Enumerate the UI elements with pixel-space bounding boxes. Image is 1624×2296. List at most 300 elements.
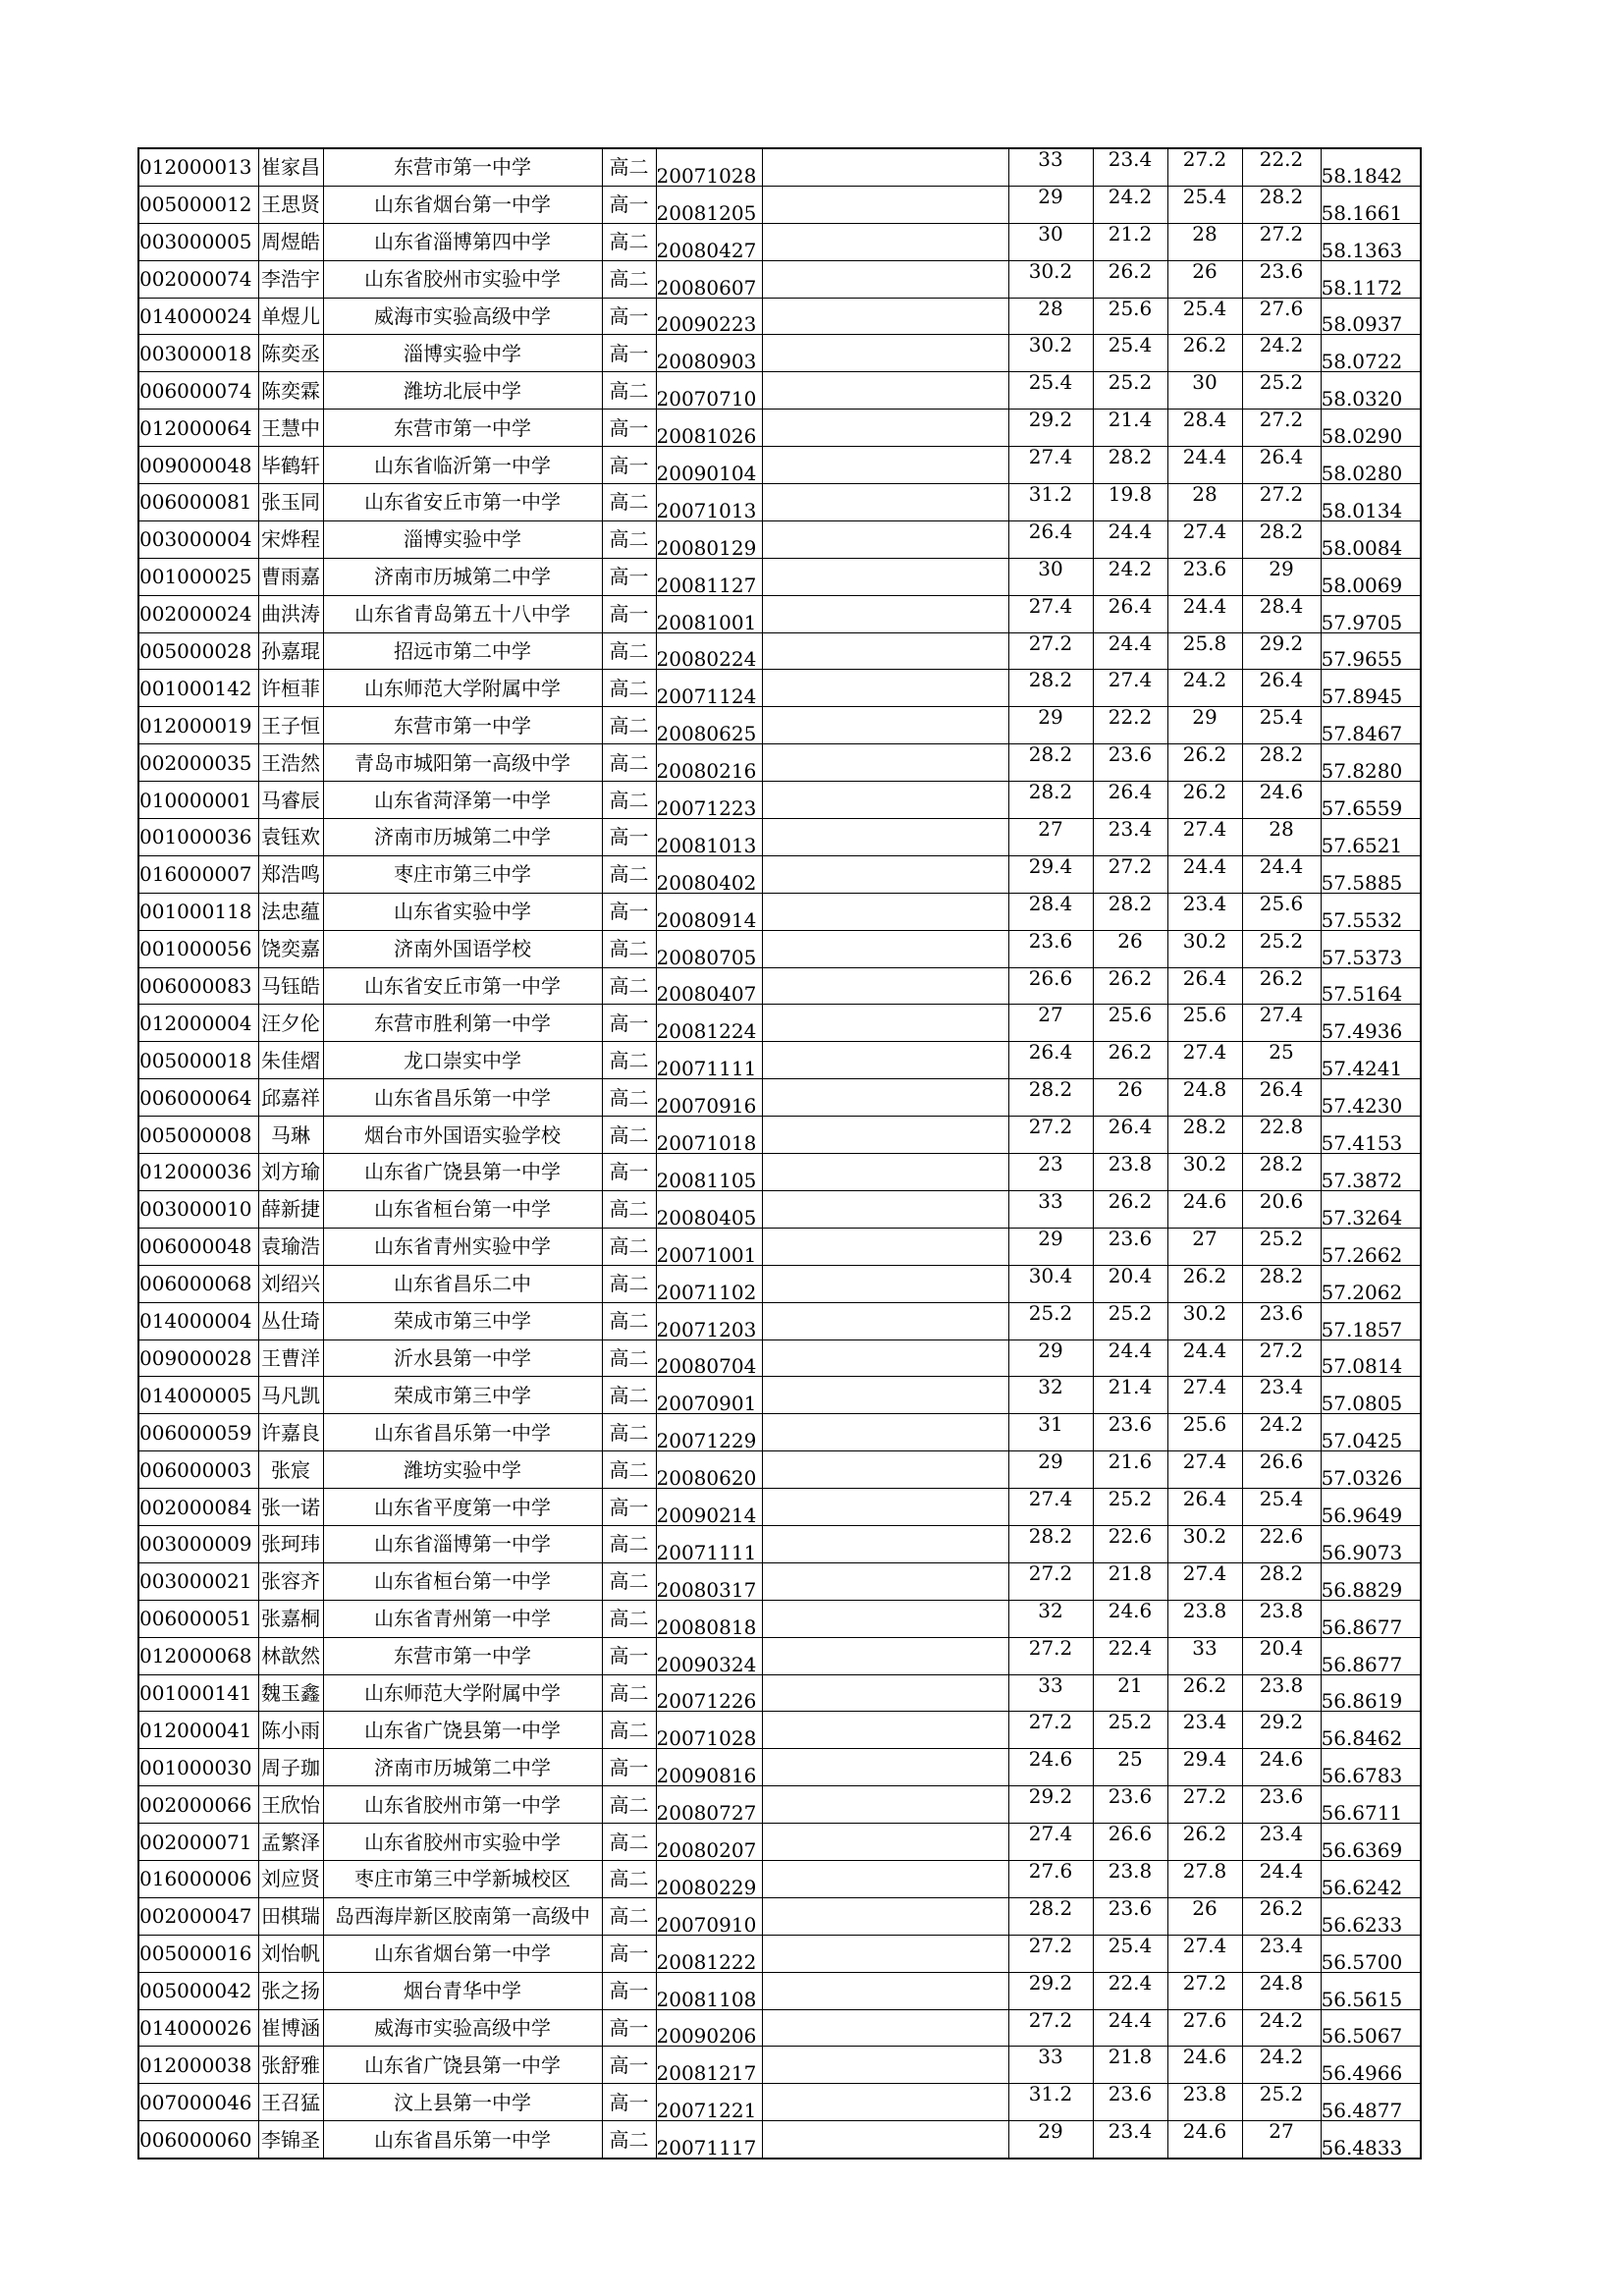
school-cell: 荣成市第三中学: [323, 1377, 602, 1414]
student-name-cell: 张嘉桐: [258, 1600, 323, 1637]
grade-cell: 高二: [602, 1860, 656, 1897]
score-2-cell: 24.4: [1093, 520, 1167, 558]
blank-cell: [762, 782, 1008, 819]
student-name-cell: 崔博涵: [258, 2009, 323, 2047]
school-cell: 山东省昌乐第一中学: [323, 1414, 602, 1451]
score-1-cell: 26.4: [1008, 520, 1093, 558]
score-1-cell: 28.2: [1008, 1897, 1093, 1935]
birth-date-cell: 20070901: [656, 1377, 762, 1414]
blank-cell: [762, 148, 1008, 186]
grade-cell: 高二: [602, 1674, 656, 1712]
score-3-cell: 23.8: [1167, 2084, 1242, 2121]
birth-date-cell: 20071117: [656, 2121, 762, 2159]
score-2-cell: 23.8: [1093, 1154, 1167, 1191]
score-4-cell: 22.2: [1242, 148, 1321, 186]
score-3-cell: 27.4: [1167, 1935, 1242, 1972]
school-cell: 威海市实验高级中学: [323, 2009, 602, 2047]
total-score-cell: 57.0805: [1321, 1377, 1421, 1414]
score-3-cell: 30.2: [1167, 1154, 1242, 1191]
grade-cell: 高一: [602, 298, 656, 335]
student-name-cell: 陈奕霖: [258, 372, 323, 410]
student-name-cell: 马睿辰: [258, 782, 323, 819]
score-1-cell: 27.4: [1008, 447, 1093, 484]
score-2-cell: 26.6: [1093, 1824, 1167, 1861]
score-3-cell: 30.2: [1167, 930, 1242, 967]
grade-cell: 高二: [602, 632, 656, 670]
table-row: [138, 335, 1421, 372]
table-row: [138, 1451, 1421, 1489]
blank-cell: [762, 1377, 1008, 1414]
score-4-cell: 27.2: [1242, 1339, 1321, 1377]
grade-cell: 高二: [602, 1451, 656, 1489]
blank-cell: [762, 1414, 1008, 1451]
student-id-cell: 016000006: [138, 1860, 258, 1897]
blank-cell: [762, 260, 1008, 298]
student-name-cell: 郑浩鸣: [258, 855, 323, 893]
student-name-cell: 单煜儿: [258, 298, 323, 335]
score-4-cell: 28.4: [1242, 595, 1321, 632]
score-3-cell: 25.6: [1167, 1005, 1242, 1042]
score-3-cell: 27: [1167, 1228, 1242, 1265]
table-row: [138, 1414, 1421, 1451]
score-3-cell: 26.4: [1167, 1489, 1242, 1526]
score-4-cell: 29: [1242, 558, 1321, 595]
score-1-cell: 27.4: [1008, 1824, 1093, 1861]
birth-date-cell: 20071018: [656, 1117, 762, 1154]
student-id-cell: 014000004: [138, 1302, 258, 1339]
student-id-cell: 006000051: [138, 1600, 258, 1637]
table-row: [138, 1935, 1421, 1972]
score-1-cell: 29.2: [1008, 1786, 1093, 1824]
total-score-cell: 56.4833: [1321, 2121, 1421, 2159]
grade-cell: 高二: [602, 1824, 656, 1861]
grade-cell: 高二: [602, 2121, 656, 2159]
school-cell: 山东省菏泽第一中学: [323, 782, 602, 819]
score-2-cell: 26.2: [1093, 967, 1167, 1005]
birth-date-cell: 20080402: [656, 855, 762, 893]
birth-date-cell: 20071226: [656, 1674, 762, 1712]
birth-date-cell: 20080317: [656, 1562, 762, 1600]
student-name-cell: 王欣怡: [258, 1786, 323, 1824]
blank-cell: [762, 2121, 1008, 2159]
total-score-cell: 57.4230: [1321, 1079, 1421, 1117]
score-2-cell: 22.2: [1093, 707, 1167, 744]
score-1-cell: 29.4: [1008, 855, 1093, 893]
school-cell: 沂水县第一中学: [323, 1339, 602, 1377]
table-row: [138, 1525, 1421, 1562]
total-score-cell: 57.6521: [1321, 819, 1421, 856]
table-row: [138, 148, 1421, 186]
score-4-cell: 20.6: [1242, 1190, 1321, 1228]
student-id-cell: 012000064: [138, 410, 258, 447]
school-cell: 山东省广饶县第一中学: [323, 1154, 602, 1191]
total-score-cell: 57.8467: [1321, 707, 1421, 744]
student-id-cell: 005000028: [138, 632, 258, 670]
score-3-cell: 33: [1167, 1637, 1242, 1674]
score-1-cell: 29: [1008, 186, 1093, 223]
birth-date-cell: 20080727: [656, 1786, 762, 1824]
table-row: [138, 1339, 1421, 1377]
blank-cell: [762, 2009, 1008, 2047]
score-1-cell: 27: [1008, 1005, 1093, 1042]
score-4-cell: 24.4: [1242, 855, 1321, 893]
school-cell: 山东省青州实验中学: [323, 1228, 602, 1265]
table-row: [138, 1972, 1421, 2009]
student-id-cell: 006000068: [138, 1265, 258, 1302]
school-cell: 招远市第二中学: [323, 632, 602, 670]
table-row: [138, 1117, 1421, 1154]
table-row: [138, 595, 1421, 632]
score-3-cell: 28.2: [1167, 1117, 1242, 1154]
table-row: [138, 260, 1421, 298]
blank-cell: [762, 819, 1008, 856]
student-name-cell: 宋烨程: [258, 520, 323, 558]
table-row: [138, 1042, 1421, 1079]
score-2-cell: 24.2: [1093, 186, 1167, 223]
total-score-cell: 57.9655: [1321, 632, 1421, 670]
birth-date-cell: 20081224: [656, 1005, 762, 1042]
score-2-cell: 27.4: [1093, 670, 1167, 707]
birth-date-cell: 20081105: [656, 1154, 762, 1191]
score-3-cell: 27.4: [1167, 1042, 1242, 1079]
table-row: [138, 447, 1421, 484]
student-id-cell: 002000074: [138, 260, 258, 298]
score-1-cell: 28: [1008, 298, 1093, 335]
grade-cell: 高二: [602, 1786, 656, 1824]
student-id-cell: 016000007: [138, 855, 258, 893]
total-score-cell: 57.1857: [1321, 1302, 1421, 1339]
grade-cell: 高二: [602, 1339, 656, 1377]
blank-cell: [762, 223, 1008, 260]
grade-cell: 高二: [602, 855, 656, 893]
student-id-cell: 005000018: [138, 1042, 258, 1079]
student-id-cell: 003000009: [138, 1525, 258, 1562]
grade-cell: 高一: [602, 1154, 656, 1191]
score-3-cell: 24.4: [1167, 595, 1242, 632]
grade-cell: 高二: [602, 1562, 656, 1600]
score-1-cell: 27.4: [1008, 1489, 1093, 1526]
total-score-cell: 56.4966: [1321, 2047, 1421, 2084]
student-id-cell: 005000008: [138, 1117, 258, 1154]
blank-cell: [762, 1712, 1008, 1749]
score-2-cell: 22.4: [1093, 1972, 1167, 2009]
total-score-cell: 57.5164: [1321, 967, 1421, 1005]
total-score-cell: 58.0290: [1321, 410, 1421, 447]
blank-cell: [762, 1972, 1008, 2009]
grade-cell: 高二: [602, 1228, 656, 1265]
score-4-cell: 24.2: [1242, 1414, 1321, 1451]
grade-cell: 高二: [602, 260, 656, 298]
score-2-cell: 25.6: [1093, 1005, 1167, 1042]
score-3-cell: 24.6: [1167, 1190, 1242, 1228]
student-name-cell: 许嘉良: [258, 1414, 323, 1451]
student-id-cell: 002000084: [138, 1489, 258, 1526]
total-score-cell: 57.6559: [1321, 782, 1421, 819]
score-4-cell: 27.6: [1242, 298, 1321, 335]
blank-cell: [762, 1600, 1008, 1637]
total-score-cell: 58.0280: [1321, 447, 1421, 484]
score-2-cell: 25.4: [1093, 1935, 1167, 1972]
blank-cell: [762, 1228, 1008, 1265]
score-3-cell: 23.8: [1167, 1600, 1242, 1637]
score-2-cell: 23.6: [1093, 1786, 1167, 1824]
school-cell: 汶上县第一中学: [323, 2084, 602, 2121]
score-3-cell: 27.4: [1167, 520, 1242, 558]
total-score-cell: 58.1172: [1321, 260, 1421, 298]
student-id-cell: 012000004: [138, 1005, 258, 1042]
score-3-cell: 26.2: [1167, 1824, 1242, 1861]
grade-cell: 高二: [602, 520, 656, 558]
score-1-cell: 25.4: [1008, 372, 1093, 410]
score-3-cell: 28: [1167, 484, 1242, 521]
student-name-cell: 刘方瑜: [258, 1154, 323, 1191]
score-4-cell: 25: [1242, 1042, 1321, 1079]
total-score-cell: 56.6783: [1321, 1749, 1421, 1786]
score-1-cell: 30.4: [1008, 1265, 1093, 1302]
student-id-cell: 002000071: [138, 1824, 258, 1861]
student-id-cell: 006000060: [138, 2121, 258, 2159]
score-3-cell: 29: [1167, 707, 1242, 744]
total-score-cell: 56.8677: [1321, 1600, 1421, 1637]
table-row: [138, 1190, 1421, 1228]
score-1-cell: 29: [1008, 1451, 1093, 1489]
score-3-cell: 26: [1167, 260, 1242, 298]
total-score-cell: 58.1661: [1321, 186, 1421, 223]
total-score-cell: 56.8829: [1321, 1562, 1421, 1600]
table-row: [138, 1377, 1421, 1414]
grade-cell: 高二: [602, 1525, 656, 1562]
blank-cell: [762, 1265, 1008, 1302]
score-2-cell: 24.2: [1093, 558, 1167, 595]
score-4-cell: 23.4: [1242, 1935, 1321, 1972]
score-2-cell: 26.4: [1093, 782, 1167, 819]
grade-cell: 高一: [602, 1489, 656, 1526]
birth-date-cell: 20071221: [656, 2084, 762, 2121]
student-id-cell: 001000141: [138, 1674, 258, 1712]
table-row: [138, 1265, 1421, 1302]
total-score-cell: 58.0134: [1321, 484, 1421, 521]
table-row: [138, 707, 1421, 744]
grade-cell: 高二: [602, 1042, 656, 1079]
blank-cell: [762, 1042, 1008, 1079]
score-2-cell: 26.2: [1093, 1042, 1167, 1079]
student-name-cell: 王子恒: [258, 707, 323, 744]
score-3-cell: 26.4: [1167, 967, 1242, 1005]
student-id-cell: 003000021: [138, 1562, 258, 1600]
school-cell: 山东省昌乐二中: [323, 1265, 602, 1302]
score-4-cell: 22.6: [1242, 1525, 1321, 1562]
grade-cell: 高二: [602, 1190, 656, 1228]
score-4-cell: 25.4: [1242, 1489, 1321, 1526]
table-row: [138, 930, 1421, 967]
birth-date-cell: 20081013: [656, 819, 762, 856]
score-1-cell: 28.2: [1008, 1525, 1093, 1562]
score-3-cell: 27.4: [1167, 1451, 1242, 1489]
score-4-cell: 25.2: [1242, 2084, 1321, 2121]
table-row: [138, 1897, 1421, 1935]
score-3-cell: 26.2: [1167, 1674, 1242, 1712]
birth-date-cell: 20080818: [656, 1600, 762, 1637]
total-score-cell: 57.4153: [1321, 1117, 1421, 1154]
birth-date-cell: 20070910: [656, 1897, 762, 1935]
score-3-cell: 24.4: [1167, 855, 1242, 893]
blank-cell: [762, 1525, 1008, 1562]
table-row: [138, 782, 1421, 819]
score-1-cell: 27.4: [1008, 595, 1093, 632]
score-4-cell: 27.2: [1242, 410, 1321, 447]
table-row: [138, 744, 1421, 782]
score-3-cell: 23.6: [1167, 558, 1242, 595]
score-4-cell: 24.6: [1242, 1749, 1321, 1786]
score-1-cell: 24.6: [1008, 1749, 1093, 1786]
score-table: [137, 147, 1422, 2159]
birth-date-cell: 20080620: [656, 1451, 762, 1489]
table-row: [138, 670, 1421, 707]
school-cell: 山东省烟台第一中学: [323, 1935, 602, 1972]
score-1-cell: 27.2: [1008, 2009, 1093, 2047]
score-4-cell: 26.2: [1242, 1897, 1321, 1935]
birth-date-cell: 20081001: [656, 595, 762, 632]
score-3-cell: 27.2: [1167, 1786, 1242, 1824]
score-2-cell: 21.8: [1093, 1562, 1167, 1600]
blank-cell: [762, 707, 1008, 744]
score-1-cell: 30.2: [1008, 335, 1093, 372]
school-cell: 青岛市城阳第一高级中学: [323, 744, 602, 782]
grade-cell: 高一: [602, 410, 656, 447]
score-3-cell: 27.4: [1167, 1562, 1242, 1600]
school-cell: 荣成市第三中学: [323, 1302, 602, 1339]
student-id-cell: 002000035: [138, 744, 258, 782]
score-1-cell: 30: [1008, 223, 1093, 260]
score-4-cell: 23.4: [1242, 1377, 1321, 1414]
birth-date-cell: 20080207: [656, 1824, 762, 1861]
table-row: [138, 372, 1421, 410]
blank-cell: [762, 1339, 1008, 1377]
school-cell: 山东省安丘市第一中学: [323, 967, 602, 1005]
score-4-cell: 28.2: [1242, 744, 1321, 782]
school-cell: 山东省桓台第一中学: [323, 1190, 602, 1228]
total-score-cell: 56.5067: [1321, 2009, 1421, 2047]
score-4-cell: 26.4: [1242, 670, 1321, 707]
blank-cell: [762, 930, 1008, 967]
blank-cell: [762, 1637, 1008, 1674]
table-row: [138, 1079, 1421, 1117]
total-score-cell: 58.0937: [1321, 298, 1421, 335]
score-3-cell: 26.2: [1167, 744, 1242, 782]
school-cell: 东营市第一中学: [323, 148, 602, 186]
score-1-cell: 31.2: [1008, 484, 1093, 521]
student-id-cell: 003000004: [138, 520, 258, 558]
score-4-cell: 28.2: [1242, 520, 1321, 558]
table-row: [138, 223, 1421, 260]
birth-date-cell: 20080405: [656, 1190, 762, 1228]
score-4-cell: 23.6: [1242, 1302, 1321, 1339]
total-score-cell: 56.5700: [1321, 1935, 1421, 1972]
blank-cell: [762, 1302, 1008, 1339]
score-2-cell: 21.4: [1093, 1377, 1167, 1414]
student-id-cell: 001000118: [138, 893, 258, 930]
table-row: [138, 893, 1421, 930]
blank-cell: [762, 1154, 1008, 1191]
score-4-cell: 23.8: [1242, 1600, 1321, 1637]
birth-date-cell: 20071111: [656, 1042, 762, 1079]
student-id-cell: 001000025: [138, 558, 258, 595]
student-name-cell: 孙嘉琨: [258, 632, 323, 670]
score-1-cell: 27.2: [1008, 1117, 1093, 1154]
blank-cell: [762, 632, 1008, 670]
blank-cell: [762, 595, 1008, 632]
score-2-cell: 27.2: [1093, 855, 1167, 893]
score-4-cell: 24.6: [1242, 782, 1321, 819]
student-name-cell: 张宸: [258, 1451, 323, 1489]
school-cell: 山东省桓台第一中学: [323, 1562, 602, 1600]
student-id-cell: 009000048: [138, 447, 258, 484]
school-cell: 山东省临沂第一中学: [323, 447, 602, 484]
score-4-cell: 26.6: [1242, 1451, 1321, 1489]
score-3-cell: 25.6: [1167, 1414, 1242, 1451]
school-cell: 济南外国语学校: [323, 930, 602, 967]
score-4-cell: 23.8: [1242, 1674, 1321, 1712]
grade-cell: 高二: [602, 707, 656, 744]
table-row: [138, 1786, 1421, 1824]
birth-date-cell: 20080216: [656, 744, 762, 782]
grade-cell: 高二: [602, 782, 656, 819]
blank-cell: [762, 1786, 1008, 1824]
student-name-cell: 魏玉鑫: [258, 1674, 323, 1712]
student-id-cell: 014000026: [138, 2009, 258, 2047]
total-score-cell: 56.6242: [1321, 1860, 1421, 1897]
score-2-cell: 23.4: [1093, 148, 1167, 186]
blank-cell: [762, 1117, 1008, 1154]
blank-cell: [762, 670, 1008, 707]
student-id-cell: 001000036: [138, 819, 258, 856]
grade-cell: 高二: [602, 930, 656, 967]
student-name-cell: 马琳: [258, 1117, 323, 1154]
score-3-cell: 27.6: [1167, 2009, 1242, 2047]
grade-cell: 高二: [602, 1712, 656, 1749]
score-2-cell: 23.4: [1093, 819, 1167, 856]
total-score-cell: 57.4241: [1321, 1042, 1421, 1079]
score-3-cell: 24.4: [1167, 447, 1242, 484]
birth-date-cell: 20070916: [656, 1079, 762, 1117]
total-score-cell: 57.0814: [1321, 1339, 1421, 1377]
blank-cell: [762, 855, 1008, 893]
grade-cell: 高二: [602, 1897, 656, 1935]
school-cell: 东营市第一中学: [323, 707, 602, 744]
student-name-cell: 朱佳熠: [258, 1042, 323, 1079]
total-score-cell: 57.8945: [1321, 670, 1421, 707]
score-4-cell: 24.8: [1242, 1972, 1321, 2009]
score-3-cell: 24.2: [1167, 670, 1242, 707]
blank-cell: [762, 335, 1008, 372]
school-cell: 潍坊北辰中学: [323, 372, 602, 410]
school-cell: 山东省广饶县第一中学: [323, 2047, 602, 2084]
score-2-cell: 24.6: [1093, 1600, 1167, 1637]
score-1-cell: 28.2: [1008, 782, 1093, 819]
table-row: [138, 1637, 1421, 1674]
score-4-cell: 24.2: [1242, 2047, 1321, 2084]
birth-date-cell: 20081026: [656, 410, 762, 447]
birth-date-cell: 20090104: [656, 447, 762, 484]
student-id-cell: 012000041: [138, 1712, 258, 1749]
score-3-cell: 25.8: [1167, 632, 1242, 670]
birth-date-cell: 20090324: [656, 1637, 762, 1674]
score-1-cell: 31.2: [1008, 2084, 1093, 2121]
grade-cell: 高二: [602, 1079, 656, 1117]
score-3-cell: 25.4: [1167, 298, 1242, 335]
score-2-cell: 26: [1093, 930, 1167, 967]
score-3-cell: 23.4: [1167, 1712, 1242, 1749]
